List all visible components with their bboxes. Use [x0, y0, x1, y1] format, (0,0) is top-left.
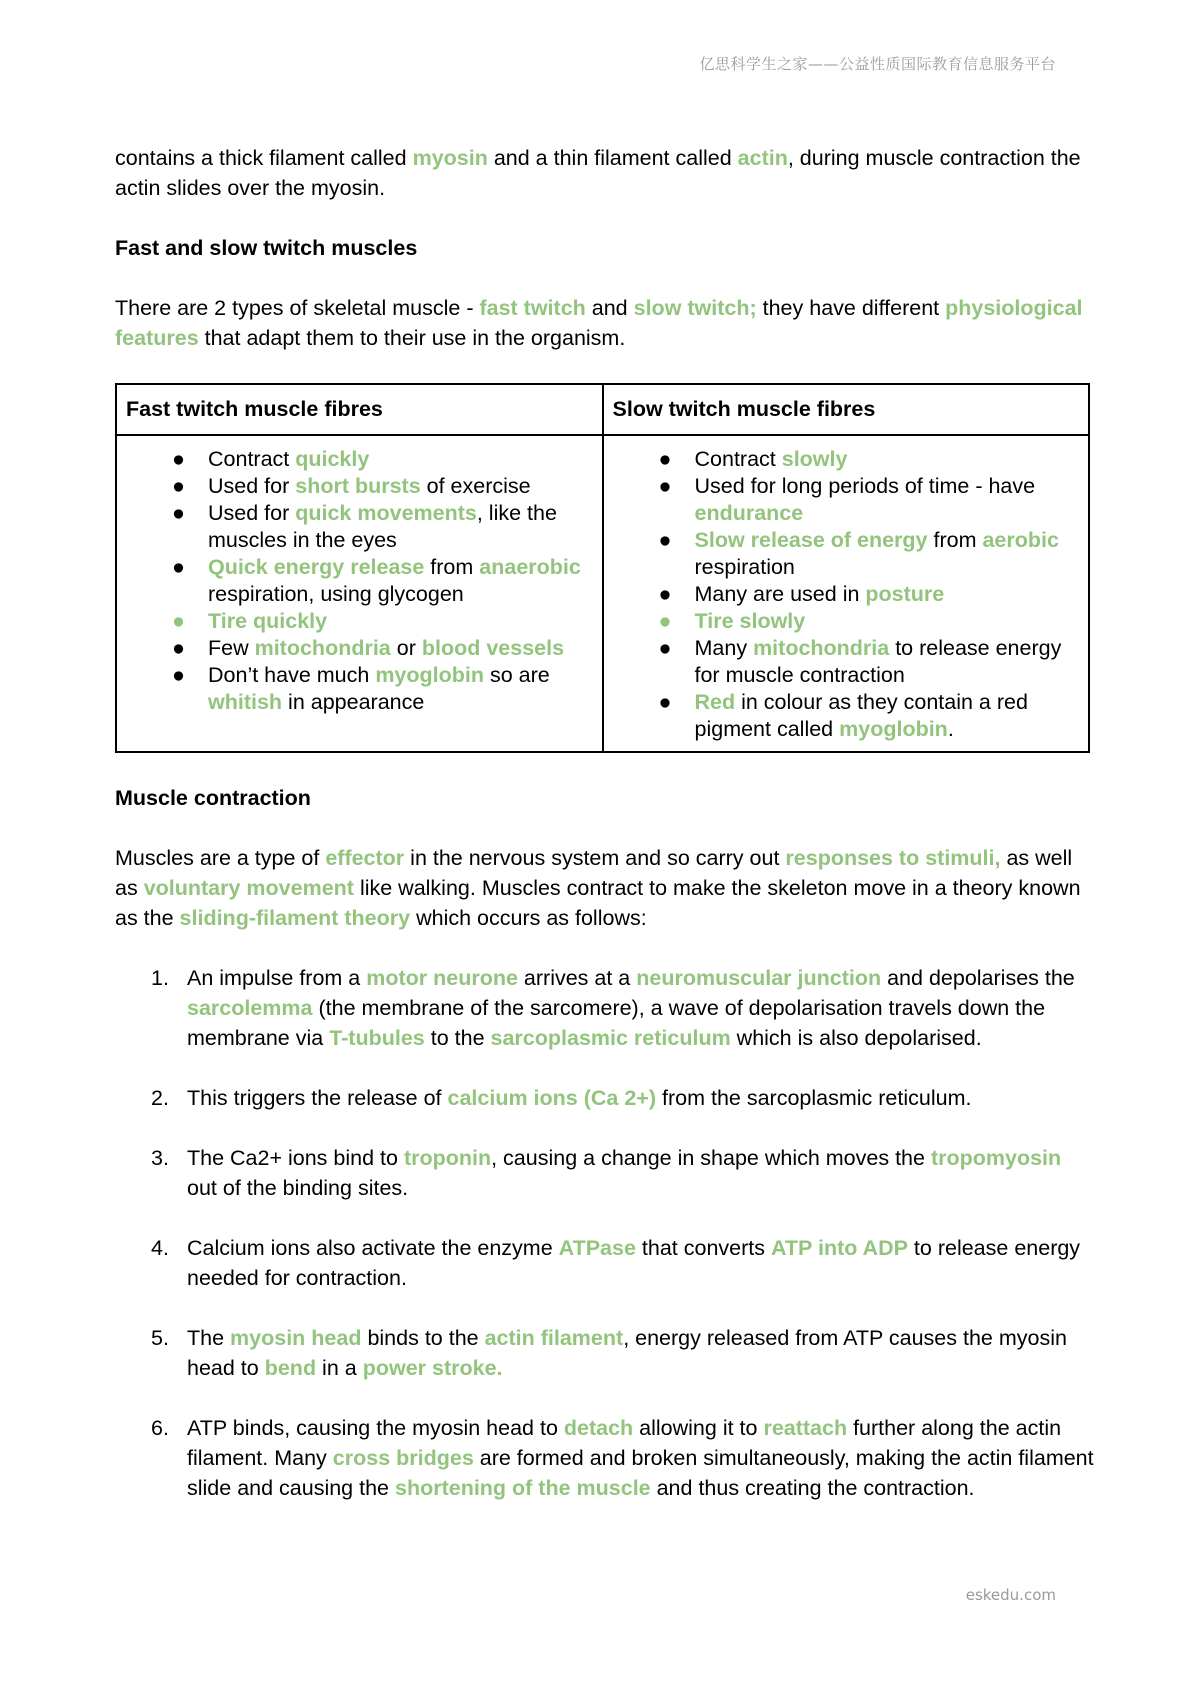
text: in appearance	[282, 690, 425, 714]
text: Don’t have much	[208, 663, 376, 687]
keyword: anaerobic	[479, 555, 581, 579]
text: in a	[316, 1356, 363, 1380]
list-item	[658, 473, 1080, 527]
keyword: responses to stimuli,	[785, 846, 1001, 870]
keyword: quickly	[295, 447, 370, 471]
text: are formed and broken simultaneously, making the actin filament slide and causing the	[187, 1446, 1094, 1500]
text: out of the binding sites.	[187, 1176, 409, 1200]
text: to the	[424, 1026, 491, 1050]
list-item	[658, 446, 1080, 473]
keyword: mitochondria	[753, 636, 890, 660]
column-header-slow: Slow twitch muscle fibres	[603, 384, 1090, 435]
keyword: slow twitch;	[633, 296, 757, 320]
keyword: slowly	[781, 447, 848, 471]
keyword: motor neurone	[366, 966, 518, 990]
bullet-icon: ●	[172, 501, 185, 525]
text: contains a thick filament called	[115, 146, 413, 170]
keyword: troponin	[403, 1146, 492, 1170]
text: , during muscle contraction the actin slides over the myosin.	[115, 146, 1081, 200]
text: or	[390, 636, 422, 660]
text: , causing a change in shape which moves the	[491, 1146, 931, 1170]
text: , energy released from ATP causes the myosin head to	[187, 1326, 1067, 1380]
list-item	[658, 608, 1080, 635]
list-item	[172, 554, 593, 608]
step-number: 3.	[151, 1146, 169, 1170]
text: Many are used in	[694, 582, 866, 606]
step-number: 2.	[151, 1086, 169, 1110]
list-item	[172, 662, 593, 716]
text: to release energy for muscle contraction	[694, 636, 1062, 687]
text: Muscles are a type of	[115, 846, 326, 870]
text: in the nervous system and so carry out	[404, 846, 786, 870]
list-item	[172, 500, 593, 554]
keyword: Red	[694, 690, 736, 714]
bullet-icon: ●	[658, 609, 672, 633]
page-footer-watermark: eskedu.com	[965, 1586, 1056, 1604]
text: Calcium ions also activate the enzyme	[187, 1236, 559, 1260]
text: arrives at a	[517, 966, 637, 990]
keyword: posture	[865, 582, 945, 606]
text: .	[947, 717, 954, 741]
bullet-icon: ●	[172, 636, 185, 660]
keyword: fast twitch	[479, 296, 586, 320]
step-number: 6.	[151, 1416, 169, 1440]
bullet-icon: ●	[658, 582, 672, 606]
slow-twitch-list	[613, 446, 1080, 743]
text: in colour as they contain a red pigment called	[694, 690, 1028, 741]
text: ATP binds, causing the myosin head to	[187, 1416, 564, 1440]
keyword: Quick energy release	[208, 555, 425, 579]
text: Contract	[694, 447, 782, 471]
keyword: tropomyosin	[930, 1146, 1062, 1170]
page-header-watermark: 亿思科学生之家——公益性质国际教育信息服务平台	[699, 55, 1056, 73]
text: , like the muscles in the eyes	[208, 501, 557, 552]
keyword: ATPase	[558, 1236, 636, 1260]
step-item	[115, 1233, 1095, 1293]
keyword: sarcoplasmic reticulum	[490, 1026, 731, 1050]
text: Contract	[208, 447, 296, 471]
list-item	[172, 473, 593, 500]
bullet-icon: ●	[658, 636, 672, 660]
bullet-icon: ●	[658, 474, 672, 498]
keyword: aerobic	[982, 528, 1059, 552]
text: from	[927, 528, 983, 552]
keyword: detach	[563, 1416, 634, 1440]
keyword: neuromuscular junction	[636, 966, 882, 990]
step-item	[115, 1413, 1095, 1503]
text: from the sarcoplasmic reticulum.	[656, 1086, 972, 1110]
fast-twitch-cell	[116, 435, 603, 752]
keyword: sliding-filament theory	[179, 906, 411, 930]
text: and	[585, 296, 634, 320]
bullet-icon: ●	[172, 663, 185, 687]
text: that adapt them to their use in the organism.	[198, 326, 626, 350]
text: The Ca2+ ions bind to	[187, 1146, 404, 1170]
keyword: bend	[264, 1356, 317, 1380]
list-item	[658, 689, 1080, 743]
step-number: 1.	[151, 966, 169, 990]
keyword: quick movements	[295, 501, 477, 525]
keyword: myosin head	[230, 1326, 362, 1350]
keyword: Tire quickly	[208, 609, 328, 633]
text: so are	[484, 663, 550, 687]
fibre-comparison-table	[115, 383, 1090, 753]
section-heading-twitch: Fast and slow twitch muscles	[115, 236, 418, 260]
text: they have different	[756, 296, 946, 320]
table-header-row	[116, 384, 1089, 435]
paragraph-filaments	[115, 143, 1095, 203]
text: An impulse from a	[187, 966, 367, 990]
keyword: reattach	[763, 1416, 848, 1440]
text: from	[424, 555, 480, 579]
contraction-steps-list	[115, 963, 1095, 1503]
text: to release energy needed for contraction.	[187, 1236, 1081, 1290]
step-item	[115, 1083, 1095, 1113]
keyword: voluntary movement	[143, 876, 354, 900]
keyword: actin	[737, 146, 788, 170]
text: that converts	[635, 1236, 771, 1260]
list-item	[172, 446, 593, 473]
text: Used for long periods of time - have	[694, 474, 1036, 498]
text: Many	[694, 636, 754, 660]
keyword: ATP into ADP	[770, 1236, 908, 1260]
keyword: Slow release of energy	[694, 528, 928, 552]
keyword: mitochondria	[254, 636, 391, 660]
text: further along the actin filament. Many	[187, 1416, 1062, 1470]
list-item	[172, 635, 593, 662]
keyword: myosin	[412, 146, 488, 170]
text: (the membrane of the sarcomere), a wave of depolarisation travels down the membrane via	[187, 996, 1046, 1050]
text: There are 2 types of skeletal muscle -	[115, 296, 480, 320]
table-row	[116, 435, 1089, 752]
text: of exercise	[420, 474, 531, 498]
keyword: whitish	[208, 690, 283, 714]
bullet-icon: ●	[172, 447, 185, 471]
text: as well as	[115, 846, 1073, 900]
text: and thus creating the contraction.	[650, 1476, 975, 1500]
section-heading-contraction: Muscle contraction	[115, 786, 311, 810]
bullet-icon: ●	[658, 528, 672, 552]
keyword: endurance	[694, 501, 804, 525]
text: Used for	[208, 501, 296, 525]
text: Used for	[208, 474, 296, 498]
list-item	[658, 581, 1080, 608]
bullet-icon: ●	[172, 609, 185, 633]
keyword: blood vessels	[421, 636, 565, 660]
text: This triggers the release of	[187, 1086, 448, 1110]
step-number: 4.	[151, 1236, 169, 1260]
text: like walking. Muscles contract to make the skeleton move in a theory known as the	[115, 876, 1081, 930]
keyword: actin filament	[484, 1326, 624, 1350]
text: which is also depolarised.	[730, 1026, 982, 1050]
list-item	[658, 527, 1080, 581]
keyword: myoglobin	[375, 663, 484, 687]
document-body	[115, 143, 1095, 1533]
text: respiration	[694, 555, 795, 579]
keyword: calcium ions (Ca 2+)	[447, 1086, 657, 1110]
step-item	[115, 1143, 1095, 1203]
bullet-icon: ●	[172, 474, 185, 498]
slow-twitch-cell	[603, 435, 1090, 752]
step-item	[115, 963, 1095, 1053]
keyword: power stroke.	[362, 1356, 503, 1380]
bullet-icon: ●	[658, 447, 672, 471]
text: and depolarises the	[881, 966, 1075, 990]
column-header-fast: Fast twitch muscle fibres	[116, 384, 603, 435]
list-item	[658, 635, 1080, 689]
text: respiration, using glycogen	[208, 582, 464, 606]
text: binds to the	[361, 1326, 485, 1350]
keyword: T-tubules	[329, 1026, 425, 1050]
step-item	[115, 1323, 1095, 1383]
keyword: shortening of the muscle	[394, 1476, 651, 1500]
text: which occurs as follows:	[410, 906, 647, 930]
keyword: sarcolemma	[187, 996, 313, 1020]
text: allowing it to	[633, 1416, 764, 1440]
text: The	[187, 1326, 231, 1350]
bullet-icon: ●	[172, 555, 185, 579]
bullet-icon: ●	[658, 690, 672, 714]
keyword: Tire slowly	[694, 609, 806, 633]
fast-twitch-list	[126, 446, 593, 716]
paragraph-twitch-types	[115, 293, 1095, 353]
keyword: physiological features	[115, 296, 1083, 350]
keyword: short bursts	[295, 474, 421, 498]
keyword: effector	[325, 846, 405, 870]
keyword: cross bridges	[332, 1446, 474, 1470]
text: Few	[208, 636, 255, 660]
keyword: myoglobin	[839, 717, 948, 741]
list-item	[172, 608, 593, 635]
step-number: 5.	[151, 1326, 169, 1350]
text: and a thin filament called	[487, 146, 738, 170]
paragraph-muscle-effector	[115, 843, 1095, 933]
